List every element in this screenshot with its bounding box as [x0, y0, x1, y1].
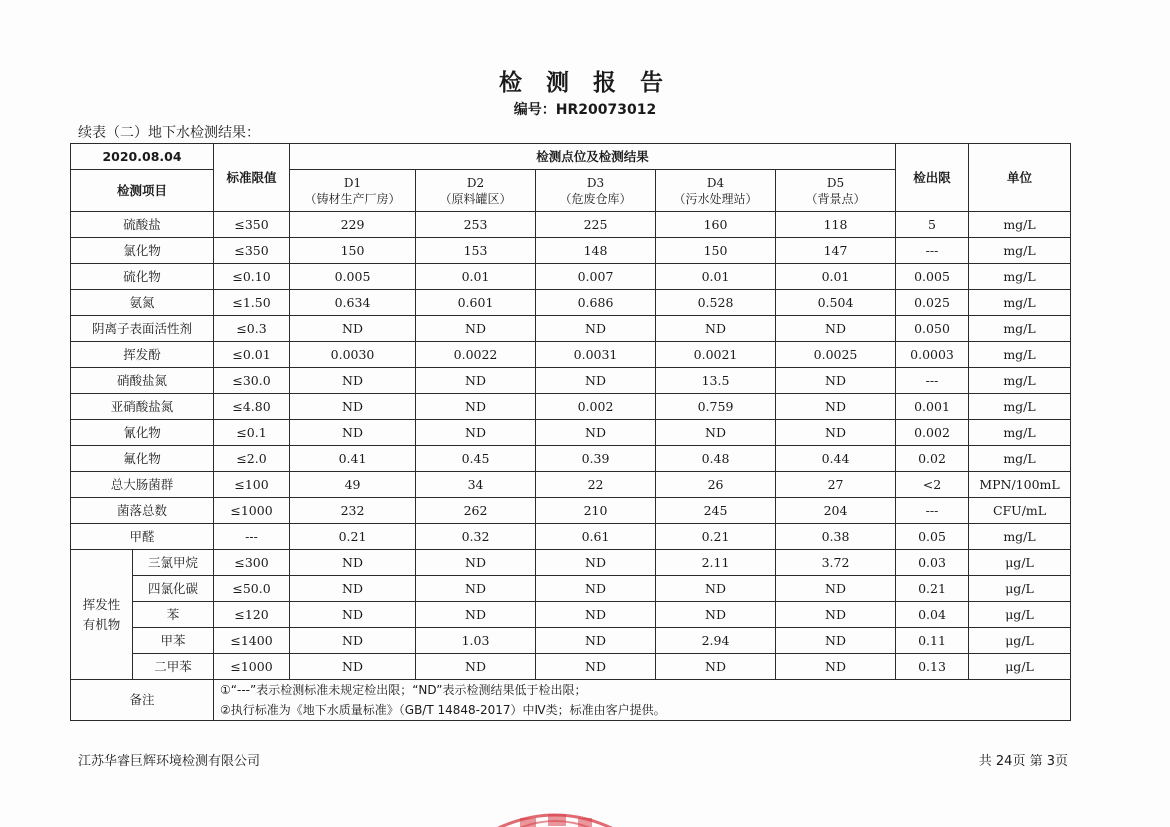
point-name: （铸材生产厂房）	[304, 191, 401, 206]
result-value: ND	[290, 420, 416, 446]
detection-limit: 0.002	[896, 420, 969, 446]
standard-limit: ≤0.10	[214, 264, 290, 290]
item-name: 硫化物	[71, 264, 214, 290]
report-title: 检 测 报 告	[498, 70, 672, 96]
result-value: 0.0022	[416, 342, 536, 368]
result-value: 13.5	[656, 368, 776, 394]
standard-limit: ≤30.0	[214, 368, 290, 394]
standard-limit: ≤0.3	[214, 316, 290, 342]
result-value: 148	[536, 238, 656, 264]
unit: mg/L	[969, 446, 1071, 472]
result-value: 118	[776, 212, 896, 238]
standard-limit: ---	[214, 524, 290, 550]
result-value: ND	[776, 420, 896, 446]
header-item: 检测项目	[71, 170, 214, 212]
unit: mg/L	[969, 238, 1071, 264]
detection-limit: 0.11	[896, 628, 969, 654]
result-value: ND	[776, 602, 896, 628]
table-row	[71, 290, 1071, 316]
table-row	[71, 342, 1071, 368]
result-value: ND	[416, 602, 536, 628]
result-value: 0.0030	[290, 342, 416, 368]
result-value: 0.44	[776, 446, 896, 472]
table-caption: 续表（二）地下水检测结果：	[78, 125, 260, 141]
remark-text	[214, 680, 1071, 721]
point-name: （危废仓库）	[559, 191, 632, 206]
standard-limit: ≤100	[214, 472, 290, 498]
item-name: 氯化物	[71, 238, 214, 264]
item-name: 甲醛	[71, 524, 214, 550]
result-value: ND	[536, 628, 656, 654]
header-unit: 单位	[969, 144, 1071, 212]
standard-limit: ≤2.0	[214, 446, 290, 472]
remark-label: 备注	[71, 680, 214, 721]
result-value: 153	[416, 238, 536, 264]
point-name: （背景点）	[805, 191, 866, 206]
voc-group-label: 挥发性 有机物	[71, 550, 133, 680]
remark-row	[71, 680, 1071, 721]
result-value: 0.759	[656, 394, 776, 420]
result-value: ND	[536, 654, 656, 680]
result-value: 0.005	[290, 264, 416, 290]
table-row	[71, 394, 1071, 420]
detection-limit: ---	[896, 368, 969, 394]
result-value: 0.01	[416, 264, 536, 290]
result-value: 3.72	[776, 550, 896, 576]
detection-limit: 5	[896, 212, 969, 238]
standard-limit: ≤350	[214, 238, 290, 264]
result-value: ND	[290, 550, 416, 576]
result-value: 0.01	[656, 264, 776, 290]
result-value: ND	[776, 316, 896, 342]
result-value: 150	[656, 238, 776, 264]
result-value: 26	[656, 472, 776, 498]
remark-line: ②执行标准为《地下水质量标准》（GB/T 14848-2017）中Ⅳ类；标准由客户提供。	[220, 703, 666, 717]
result-value: ND	[416, 576, 536, 602]
item-name: 阴离子表面活性剂	[71, 316, 214, 342]
result-value: 0.601	[416, 290, 536, 316]
result-value: ND	[776, 576, 896, 602]
standard-limit: ≤0.01	[214, 342, 290, 368]
detection-limit: 0.13	[896, 654, 969, 680]
result-value: ND	[656, 576, 776, 602]
point-header-d5	[776, 170, 896, 212]
point-code: D1	[343, 175, 362, 190]
result-value: 0.007	[536, 264, 656, 290]
detection-limit: <2	[896, 472, 969, 498]
detection-limit: 0.050	[896, 316, 969, 342]
result-value: 0.01	[776, 264, 896, 290]
unit: μg/L	[969, 602, 1071, 628]
result-value: ND	[536, 550, 656, 576]
result-value: 22	[536, 472, 656, 498]
result-value: 0.0021	[656, 342, 776, 368]
detection-limit: ---	[896, 498, 969, 524]
standard-limit: ≤50.0	[214, 576, 290, 602]
unit: μg/L	[969, 550, 1071, 576]
result-value: 0.32	[416, 524, 536, 550]
result-value: ND	[536, 420, 656, 446]
result-value: ND	[776, 394, 896, 420]
table-row	[71, 654, 1071, 680]
detection-limit: 0.001	[896, 394, 969, 420]
result-value: 0.0031	[536, 342, 656, 368]
result-value: ND	[536, 602, 656, 628]
result-value: 0.504	[776, 290, 896, 316]
result-value: ND	[290, 602, 416, 628]
detection-limit: 0.005	[896, 264, 969, 290]
standard-limit: ≤1000	[214, 654, 290, 680]
table-row	[71, 524, 1071, 550]
standard-limit: ≤1400	[214, 628, 290, 654]
result-value: ND	[290, 576, 416, 602]
point-name: （原料罐区）	[439, 191, 512, 206]
point-header-d4	[656, 170, 776, 212]
table-row	[71, 368, 1071, 394]
table-row	[71, 628, 1071, 654]
table-row	[71, 576, 1071, 602]
item-name: 挥发酚	[71, 342, 214, 368]
table-row	[71, 472, 1071, 498]
seal-stamp	[470, 800, 640, 827]
result-value: ND	[416, 654, 536, 680]
result-value: 0.41	[290, 446, 416, 472]
table-row	[71, 212, 1071, 238]
result-value: 0.38	[776, 524, 896, 550]
standard-limit: ≤120	[214, 602, 290, 628]
result-value: 1.03	[416, 628, 536, 654]
result-value: ND	[656, 602, 776, 628]
result-value: 225	[536, 212, 656, 238]
result-value: 0.61	[536, 524, 656, 550]
result-value: 0.528	[656, 290, 776, 316]
item-name: 苯	[133, 602, 214, 628]
point-header-d2	[416, 170, 536, 212]
table-row	[71, 498, 1071, 524]
result-value: ND	[416, 368, 536, 394]
result-value: 0.0025	[776, 342, 896, 368]
point-header-d1	[290, 170, 416, 212]
item-name: 氨氮	[71, 290, 214, 316]
result-value: 0.39	[536, 446, 656, 472]
report-number: 编号：HR20073012	[513, 102, 657, 118]
result-value: 147	[776, 238, 896, 264]
item-name: 硝酸盐氮	[71, 368, 214, 394]
point-name: （污水处理站）	[673, 191, 758, 206]
result-value: ND	[776, 654, 896, 680]
result-value: ND	[416, 550, 536, 576]
standard-limit: ≤350	[214, 212, 290, 238]
result-value: 27	[776, 472, 896, 498]
result-value: ND	[290, 368, 416, 394]
result-value: ND	[416, 316, 536, 342]
result-value: 232	[290, 498, 416, 524]
unit: mg/L	[969, 368, 1071, 394]
result-value: ND	[776, 368, 896, 394]
point-code: D5	[826, 175, 845, 190]
result-value: 0.686	[536, 290, 656, 316]
item-name: 甲苯	[133, 628, 214, 654]
unit: mg/L	[969, 316, 1071, 342]
result-value: ND	[656, 316, 776, 342]
point-code: D3	[586, 175, 605, 190]
detection-limit: 0.02	[896, 446, 969, 472]
unit: CFU/mL	[969, 498, 1071, 524]
detection-limit: 0.21	[896, 576, 969, 602]
result-value: 0.002	[536, 394, 656, 420]
groundwater-results-table	[70, 143, 1071, 721]
table-row	[71, 238, 1071, 264]
result-value: 0.634	[290, 290, 416, 316]
result-value: ND	[416, 394, 536, 420]
item-name: 氰化物	[71, 420, 214, 446]
unit: mg/L	[969, 264, 1071, 290]
result-value: 2.94	[656, 628, 776, 654]
item-name: 亚硝酸盐氮	[71, 394, 214, 420]
result-value: 253	[416, 212, 536, 238]
result-value: ND	[536, 368, 656, 394]
detection-limit: 0.04	[896, 602, 969, 628]
result-value: 160	[656, 212, 776, 238]
result-value: ND	[656, 654, 776, 680]
item-name: 总大肠菌群	[71, 472, 214, 498]
table-row	[71, 264, 1071, 290]
result-value: ND	[290, 316, 416, 342]
result-value: 0.48	[656, 446, 776, 472]
item-name: 三氯甲烷	[133, 550, 214, 576]
standard-limit: ≤1000	[214, 498, 290, 524]
table-row	[71, 420, 1071, 446]
detection-limit: 0.0003	[896, 342, 969, 368]
result-value: 0.21	[656, 524, 776, 550]
item-name: 硫酸盐	[71, 212, 214, 238]
result-value: ND	[656, 420, 776, 446]
result-value: 245	[656, 498, 776, 524]
table-row	[71, 602, 1071, 628]
unit: mg/L	[969, 394, 1071, 420]
point-code: D2	[466, 175, 485, 190]
point-header-d3	[536, 170, 656, 212]
header-limit: 标准限值	[214, 144, 290, 212]
unit: mg/L	[969, 420, 1071, 446]
standard-limit: ≤0.1	[214, 420, 290, 446]
unit: mg/L	[969, 290, 1071, 316]
detection-limit: ---	[896, 238, 969, 264]
detection-limit: 0.03	[896, 550, 969, 576]
point-code: D4	[706, 175, 725, 190]
item-name: 菌落总数	[71, 498, 214, 524]
unit: μg/L	[969, 628, 1071, 654]
standard-limit: ≤4.80	[214, 394, 290, 420]
result-value: ND	[290, 394, 416, 420]
item-name: 四氯化碳	[133, 576, 214, 602]
standard-limit: ≤1.50	[214, 290, 290, 316]
item-name: 二甲苯	[133, 654, 214, 680]
table-row	[71, 316, 1071, 342]
detection-limit: 0.025	[896, 290, 969, 316]
header-detect-limit: 检出限	[896, 144, 969, 212]
result-value: 210	[536, 498, 656, 524]
table-row	[71, 550, 1071, 576]
unit: mg/L	[969, 524, 1071, 550]
unit: mg/L	[969, 212, 1071, 238]
result-value: 49	[290, 472, 416, 498]
result-value: ND	[416, 420, 536, 446]
result-value: ND	[536, 576, 656, 602]
result-value: ND	[536, 316, 656, 342]
unit: mg/L	[969, 342, 1071, 368]
standard-limit: ≤300	[214, 550, 290, 576]
unit: μg/L	[969, 576, 1071, 602]
unit: μg/L	[969, 654, 1071, 680]
result-value: 0.21	[290, 524, 416, 550]
table-row	[71, 446, 1071, 472]
result-value: 0.45	[416, 446, 536, 472]
result-value: 204	[776, 498, 896, 524]
item-name: 氟化物	[71, 446, 214, 472]
result-value: ND	[290, 654, 416, 680]
result-value: 229	[290, 212, 416, 238]
result-value: 150	[290, 238, 416, 264]
detection-limit: 0.05	[896, 524, 969, 550]
page-number: 共 24页 第 3页	[978, 754, 1068, 769]
sampling-date: 2020.08.04	[71, 144, 214, 170]
result-value: 2.11	[656, 550, 776, 576]
result-value: 34	[416, 472, 536, 498]
result-value: ND	[290, 628, 416, 654]
company-name: 江苏华睿巨辉环境检测有限公司	[78, 754, 261, 769]
result-value: 262	[416, 498, 536, 524]
result-value: ND	[776, 628, 896, 654]
header-points: 检测点位及检测结果	[290, 144, 896, 170]
unit: MPN/100mL	[969, 472, 1071, 498]
remark-line: ①“---”表示检测标准未规定检出限；“ND”表示检测结果低于检出限；	[220, 683, 587, 697]
